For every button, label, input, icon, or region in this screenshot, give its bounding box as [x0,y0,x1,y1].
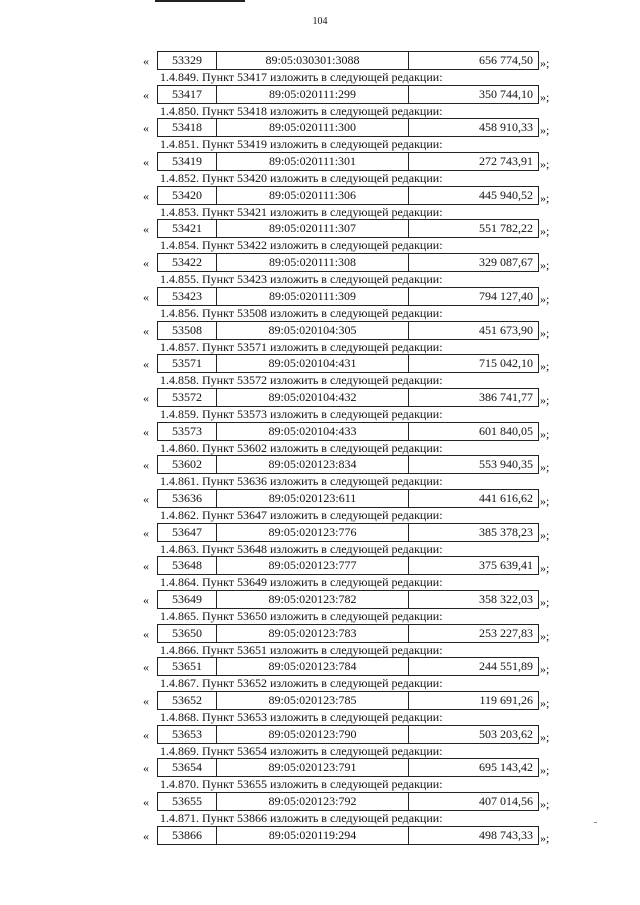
closing-quote: »; [540,426,550,441]
opening-quote: « [143,660,149,675]
item-number-cell: 53654 [158,759,217,776]
item-number-cell: 53417 [158,86,217,103]
closing-quote: »; [540,797,550,812]
table-row [143,321,563,340]
value-cell: 553 940,35 [479,457,533,472]
cadastral-number-cell: 89:05:020119:294 [217,827,409,844]
amendment-instruction: 1.4.870. Пункт 53655 изложить в следующей редакции: [160,777,443,792]
closing-quote: »; [540,291,550,306]
amendment-instruction: 1.4.849. Пункт 53417 изложить в следующей редакции: [160,70,443,84]
table-row [143,51,563,70]
amendment-instruction: 1.4.862. Пункт 53647 изложить в следующей редакции: [160,507,443,522]
table-row [143,590,563,609]
row-cells [157,219,539,238]
closing-quote: »; [540,763,550,778]
amendment-block [0,321,640,355]
cadastral-number-cell: 89:05:020123:834 [217,456,409,473]
table-row [143,455,563,474]
closing-quote: »; [540,190,550,205]
amendment-instruction: 1.4.868. Пункт 53653 изложить в следующей редакции: [160,710,443,725]
cadastral-number-cell: 89:05:020111:308 [217,254,409,271]
amendment-block [0,186,640,220]
amendment-instruction: 1.4.871. Пункт 53866 изложить в следующей редакции: [160,811,443,826]
amendment-block [0,624,640,658]
row-cells [157,455,539,474]
item-number-cell: 53572 [158,389,217,406]
item-number-cell: 53655 [158,793,217,810]
closing-quote: »; [540,460,550,475]
table-row [143,556,563,575]
row-cells [157,253,539,272]
item-number-cell: 53419 [158,153,217,170]
amendment-instruction: 1.4.860. Пункт 53602 изложить в следующей редакции: [160,440,443,455]
table-row [143,725,563,744]
value-cell: 253 227,83 [479,625,533,640]
closing-quote: »; [540,628,550,643]
amendment-block [0,152,640,186]
value-cell: 386 741,77 [479,389,533,404]
table-row [143,253,563,272]
closing-quote: »; [540,89,550,104]
opening-quote: « [143,727,149,742]
amendment-block [0,758,640,792]
closing-quote: »; [540,830,550,845]
value-cell: 656 774,50 [479,53,533,67]
cadastral-number-cell: 89:05:020111:306 [217,187,409,204]
amendment-block [0,85,640,119]
amendment-instruction: 1.4.852. Пункт 53420 изложить в следующей редакции: [160,171,443,186]
amendment-block [0,590,640,624]
cadastral-number-cell: 89:05:020104:433 [217,423,409,440]
opening-quote: « [143,222,149,237]
value-cell: 244 551,89 [479,659,533,674]
amendment-block [0,219,640,253]
closing-quote: »; [540,527,550,542]
cadastral-number-cell: 89:05:020104:431 [217,355,409,372]
opening-quote: « [143,761,149,776]
row-cells [157,186,539,205]
row-cells [157,725,539,744]
amendment-block [0,489,640,523]
amendment-block [0,691,640,725]
item-number-cell: 53648 [158,557,217,574]
amendment-instruction: 1.4.864. Пункт 53649 изложить в следующей редакции: [160,575,443,590]
amendment-instruction: 1.4.855. Пункт 53423 изложить в следующей редакции: [160,272,443,287]
opening-quote: « [143,390,149,405]
closing-quote: »; [540,56,550,70]
value-cell: 358 322,03 [479,592,533,606]
opening-quote: « [143,155,149,170]
value-cell: 451 673,90 [479,322,533,337]
cadastral-number-cell: 89:05:020123:784 [217,658,409,675]
row-cells [157,354,539,373]
table-row [143,85,563,104]
closing-quote: »; [540,595,550,609]
item-number-cell: 53652 [158,692,217,709]
cadastral-number-cell: 89:05:020123:791 [217,759,409,776]
cadastral-number-cell: 89:05:020111:309 [217,288,409,305]
value-cell: 601 840,05 [479,423,533,438]
row-cells [157,321,539,340]
item-number-cell: 53508 [158,322,217,339]
cadastral-number-cell: 89:05:020123:776 [217,524,409,541]
amendment-block [0,556,640,590]
value-cell: 715 042,10 [479,356,533,371]
cadastral-number-cell: 89:05:020104:305 [217,322,409,339]
page-number: 104 [312,16,328,27]
row-cells [157,691,539,710]
amendment-instruction: 1.4.854. Пункт 53422 изложить в следующей редакции: [160,238,443,253]
amendment-block [0,792,640,826]
table-row [143,219,563,238]
item-number-cell: 53422 [158,254,217,271]
opening-quote: « [143,559,149,574]
row-cells [157,152,539,171]
opening-quote: « [143,694,149,709]
row-cells [157,118,539,137]
value-cell: 458 910,33 [479,120,533,135]
row-cells [157,624,539,643]
value-cell: 272 743,91 [479,154,533,169]
value-cell: 551 782,22 [479,221,533,236]
item-number-cell: 53636 [158,490,217,507]
closing-quote: »; [540,696,550,711]
row-cells [157,422,539,441]
amendment-block [0,51,640,85]
row-cells [157,826,539,845]
opening-quote: « [143,256,149,271]
table-row [143,657,563,676]
amendment-block [0,826,640,860]
opening-quote: « [143,188,149,203]
amendment-instruction: 1.4.858. Пункт 53572 изложить в следующей редакции: [160,373,443,388]
table-row [143,489,563,508]
cadastral-number-cell: 89:05:020111:299 [217,86,409,103]
table-row [143,523,563,542]
table-row [143,758,563,777]
opening-quote: « [143,458,149,473]
closing-quote: »; [540,123,550,138]
cadastral-number-cell: 89:05:020123:777 [217,557,409,574]
cadastral-number-cell: 89:05:020111:301 [217,153,409,170]
opening-quote: « [143,795,149,810]
cadastral-number-cell: 89:05:020123:782 [217,591,409,608]
value-cell: 119 691,26 [479,693,533,708]
item-number-cell: 53329 [158,52,217,69]
value-cell: 445 940,52 [479,187,533,202]
opening-quote: « [143,424,149,439]
table-row [143,826,563,845]
item-number-cell: 53602 [158,456,217,473]
value-cell: 498 743,33 [479,827,533,842]
item-number-cell: 53573 [158,423,217,440]
opening-quote: « [143,525,149,540]
amendment-block [0,354,640,388]
amendment-list [0,51,640,860]
amendment-block [0,725,640,759]
table-row [143,422,563,441]
opening-quote: « [143,289,149,304]
amendment-instruction: 1.4.857. Пункт 53571 изложить в следующей редакции: [160,339,443,354]
closing-quote: »; [540,392,550,407]
opening-quote: « [143,323,149,338]
table-row [143,792,563,811]
table-row [143,354,563,373]
amendment-instruction: 1.4.856. Пункт 53508 изложить в следующей редакции: [160,305,443,320]
cadastral-number-cell: 89:05:020123:785 [217,692,409,709]
closing-quote: »; [540,561,550,576]
value-cell: 407 014,56 [479,794,533,809]
row-cells [157,556,539,575]
item-number-cell: 53651 [158,658,217,675]
cadastral-number-cell: 89:05:030301:3088 [217,52,409,69]
table-row [143,388,563,407]
cadastral-number-cell: 89:05:020123:790 [217,726,409,743]
header-rule [155,0,245,2]
opening-quote: « [143,54,149,68]
amendment-instruction: 1.4.865. Пункт 53650 изложить в следующей редакции: [160,609,443,623]
row-cells [157,758,539,777]
amendment-instruction: 1.4.866. Пункт 53651 изложить в следующей редакции: [160,642,443,657]
closing-quote: »; [540,224,550,239]
closing-quote: »; [540,662,550,677]
value-cell: 329 087,67 [479,255,533,270]
opening-quote: « [143,828,149,843]
value-cell: 441 616,62 [479,490,533,505]
item-number-cell: 53423 [158,288,217,305]
amendment-instruction: 1.4.867. Пункт 53652 изложить в следующей редакции: [160,676,443,691]
opening-quote: « [143,87,149,102]
amendment-block [0,388,640,422]
amendment-block [0,455,640,489]
amendment-instruction: 1.4.853. Пункт 53421 изложить в следующей редакции: [160,204,443,219]
opening-quote: « [143,357,149,372]
row-cells [157,523,539,542]
item-number-cell: 53866 [158,827,217,844]
value-cell: 794 127,40 [479,288,533,303]
row-cells [157,489,539,508]
cadastral-number-cell: 89:05:020123:792 [217,793,409,810]
cadastral-number-cell: 89:05:020123:783 [217,625,409,642]
item-number-cell: 53420 [158,187,217,204]
row-cells [157,657,539,676]
value-cell: 503 203,62 [479,726,533,741]
closing-quote: »; [540,325,550,340]
row-cells [157,590,539,609]
table-row [143,691,563,710]
row-cells [157,287,539,306]
closing-quote: »; [540,157,550,172]
closing-quote: »; [540,258,550,273]
table-row [143,624,563,643]
opening-quote: « [143,121,149,136]
table-row [143,287,563,306]
amendment-block [0,287,640,321]
row-cells [157,792,539,811]
amendment-instruction: 1.4.869. Пункт 53654 изложить в следующей редакции: [160,743,443,758]
amendment-instruction: 1.4.859. Пункт 53573 изложить в следующей редакции: [160,406,443,421]
item-number-cell: 53653 [158,726,217,743]
item-number-cell: 53649 [158,591,217,608]
table-row [143,118,563,137]
amendment-block [0,253,640,287]
cadastral-number-cell: 89:05:020104:432 [217,389,409,406]
value-cell: 695 143,42 [479,760,533,775]
cadastral-number-cell: 89:05:020111:300 [217,119,409,136]
item-number-cell: 53650 [158,625,217,642]
item-number-cell: 53571 [158,355,217,372]
table-row [143,152,563,171]
amendment-instruction: 1.4.851. Пункт 53419 изложить в следующей редакции: [160,137,443,152]
opening-quote: « [143,593,149,607]
amendment-instruction: 1.4.861. Пункт 53636 изложить в следующей редакции: [160,474,443,489]
cadastral-number-cell: 89:05:020111:307 [217,220,409,237]
closing-quote: »; [540,359,550,374]
row-cells [157,85,539,104]
item-number-cell: 53421 [158,220,217,237]
closing-quote: »; [540,729,550,744]
table-row [143,186,563,205]
amendment-instruction: 1.4.850. Пункт 53418 изложить в следующей редакции: [160,103,443,118]
amendment-block [0,422,640,456]
scan-mark [594,822,597,823]
closing-quote: »; [540,493,550,508]
amendment-block [0,657,640,691]
item-number-cell: 53418 [158,119,217,136]
value-cell: 375 639,41 [479,558,533,573]
cadastral-number-cell: 89:05:020123:611 [217,490,409,507]
value-cell: 385 378,23 [479,524,533,539]
amendment-block [0,118,640,152]
amendment-instruction: 1.4.863. Пункт 53648 изложить в следующей редакции: [160,541,443,556]
opening-quote: « [143,626,149,641]
row-cells [157,388,539,407]
opening-quote: « [143,491,149,506]
row-cells [157,51,539,70]
value-cell: 350 744,10 [479,86,533,101]
item-number-cell: 53647 [158,524,217,541]
amendment-block [0,523,640,557]
